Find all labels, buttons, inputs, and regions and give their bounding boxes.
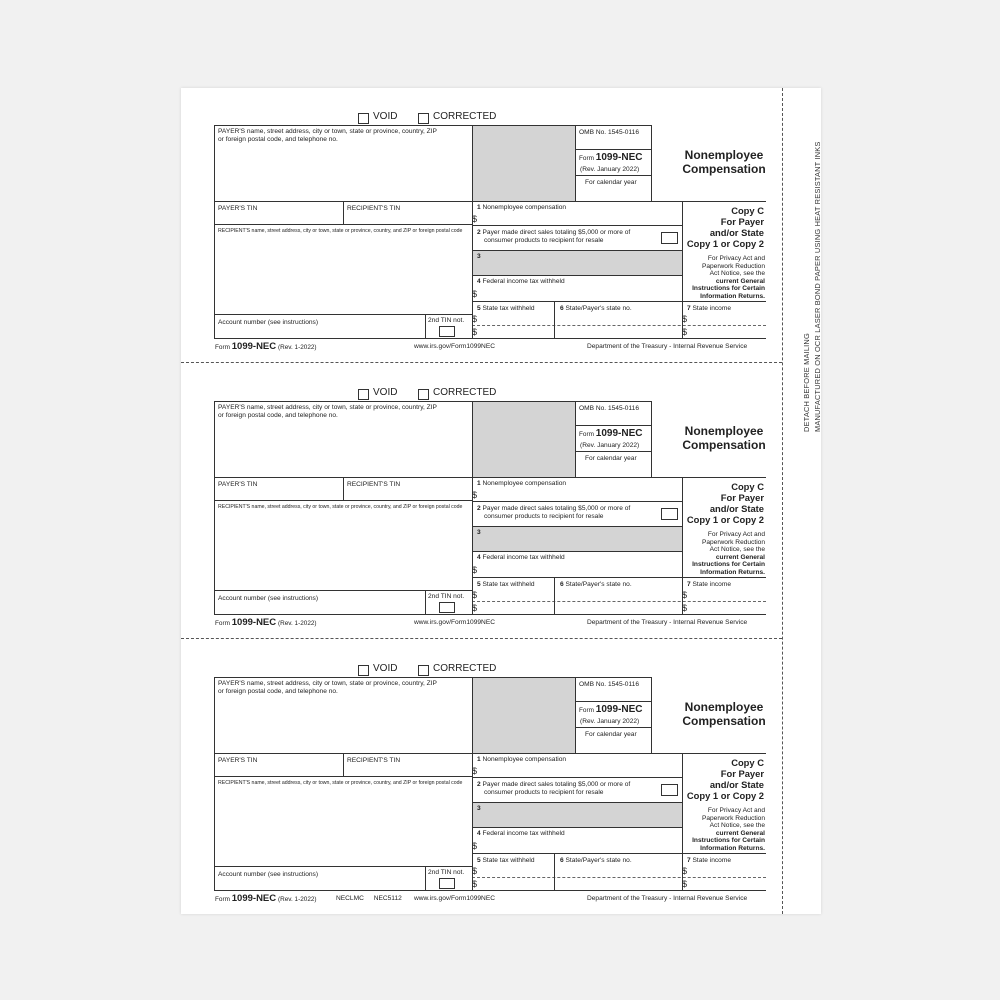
box4-dollar: $ [472, 841, 478, 851]
box3-shaded [472, 526, 682, 551]
box5-dollar-2: $ [472, 603, 478, 613]
box3-label [477, 253, 481, 261]
void-label: VOID [373, 111, 398, 122]
box5-dollar: $ [472, 866, 478, 876]
box2-label [477, 229, 630, 237]
footer-form-prefix: Form [215, 620, 230, 627]
footer-form-number: 1099-NEC [231, 893, 277, 904]
box2-label-cont: consumer products to recipient for resale [484, 513, 604, 520]
copy-line-1: Copy C [731, 481, 764, 492]
payer-info-label-cont: or foreign postal code, and telephone no. [218, 136, 338, 143]
box5-label [477, 857, 535, 865]
corrected-checkbox[interactable] [418, 113, 429, 124]
recipient-info-label: RECIPIENT'S name, street address, city or town, state or province, country, and ZIP or foreign postal code [218, 504, 463, 510]
copy-line-1: Copy C [731, 205, 764, 216]
calendar-year-label: For calendar year [585, 731, 637, 738]
corrected-label: CORRECTED [433, 111, 497, 122]
copy-line-1: Copy C [731, 757, 764, 768]
box1-dollar: $ [472, 490, 478, 500]
recipient-tin-label: RECIPIENT'S TIN [347, 481, 401, 488]
box3-shaded [472, 250, 682, 275]
footer-form-number: 1099-NEC [231, 341, 277, 352]
footer-form-id [215, 893, 317, 905]
copy-line-4: Copy 1 or Copy 2 [686, 514, 764, 525]
payer-info-label: PAYER'S name, street address, city or town, state or province, country, ZIP [218, 404, 437, 411]
box4-text: Federal income tax withheld [482, 278, 565, 285]
box7-number: 7 [687, 305, 691, 312]
box6-text: State/Payer's state no. [565, 305, 632, 312]
form-1099-nec [214, 663, 766, 911]
copy-line-4: Copy 1 or Copy 2 [686, 790, 764, 801]
copy-line-3: and/or State [709, 227, 764, 238]
privacy-line-3: Act Notice, see the [709, 270, 765, 278]
footer-url: www.irs.gov/Form1099NEC [414, 619, 495, 626]
shaded-area [472, 401, 575, 477]
footer-codes [336, 895, 402, 903]
footer-code-1: NECLMC [336, 895, 364, 902]
omb-number: OMB No. 1545-0116 [579, 405, 639, 412]
void-checkbox[interactable] [358, 665, 369, 676]
box4-dollar: $ [472, 565, 478, 575]
box7-text: State income [692, 581, 731, 588]
box6-label [560, 581, 632, 589]
privacy-notice [683, 255, 765, 301]
omb-number: OMB No. 1545-0116 [579, 681, 639, 688]
title-line-1: Nonemployee [684, 700, 764, 714]
form-id [579, 428, 642, 441]
title-line-1: Nonemployee [684, 424, 764, 438]
box5-dollar: $ [472, 314, 478, 324]
box7-dollar-2: $ [682, 603, 688, 613]
omb-number: OMB No. 1545-0116 [579, 129, 639, 136]
second-tin-label: 2nd TIN not. [428, 869, 465, 876]
footer-form-prefix: Form [215, 896, 230, 903]
box7-text: State income [692, 305, 731, 312]
title-line-2: Compensation [682, 161, 766, 176]
box7-label [687, 305, 731, 313]
box1-text: Nonemployee compensation [482, 480, 567, 487]
box2-checkbox[interactable] [661, 508, 678, 520]
void-label: VOID [373, 663, 398, 674]
box5-dollar: $ [472, 590, 478, 600]
copy-designation [684, 757, 764, 801]
revision-date: (Rev. January 2022) [580, 442, 640, 449]
footer-revision: (Rev. 1-2022) [277, 344, 317, 351]
box2-label-cont: consumer products to recipient for resale [484, 237, 604, 244]
privacy-line-2: Paperwork Reduction [701, 538, 765, 546]
box3-shaded [472, 802, 682, 827]
detach-perforation-horizontal [181, 362, 782, 363]
box1-label [477, 756, 566, 764]
account-number-label: Account number (see instructions) [218, 871, 319, 878]
box2-checkbox[interactable] [661, 784, 678, 796]
box5-dollar-2: $ [472, 879, 478, 889]
box3-label [477, 805, 481, 813]
title-line-2: Compensation [682, 437, 766, 452]
recipient-info-label: RECIPIENT'S name, street address, city or town, state or province, country, and ZIP or foreign postal code [218, 780, 463, 786]
box1-number: 1 [477, 480, 481, 487]
copy-line-3: and/or State [709, 779, 764, 790]
box2-label [477, 505, 630, 513]
corrected-checkbox[interactable] [418, 665, 429, 676]
title-line-2: Compensation [682, 713, 766, 728]
footer-form-prefix: Form [215, 344, 230, 351]
footer-revision: (Rev. 1-2022) [277, 620, 317, 627]
box5-text: State tax withheld [482, 305, 535, 312]
box4-number: 4 [477, 830, 481, 837]
footer-url: www.irs.gov/Form1099NEC [414, 895, 495, 902]
box6-text: State/Payer's state no. [565, 857, 632, 864]
recipient-info-label: RECIPIENT'S name, street address, city or town, state or province, country, and ZIP or foreign postal code [218, 228, 463, 234]
privacy-line-3: Act Notice, see the [709, 822, 765, 830]
footer-department: Department of the Treasury - Internal Revenue Service [587, 343, 748, 350]
box7-number: 7 [687, 857, 691, 864]
box1-text: Nonemployee compensation [482, 756, 567, 763]
corrected-label: CORRECTED [433, 663, 497, 674]
box2-label-cont: consumer products to recipient for resale [484, 789, 604, 796]
box2-text: Payer made direct sales totaling $5,000 or more of [482, 781, 631, 788]
footer-revision: (Rev. 1-2022) [277, 896, 317, 903]
box5-dollar-2: $ [472, 327, 478, 337]
form-prefix: Form [579, 155, 594, 162]
box1-number: 1 [477, 756, 481, 763]
box1-text: Nonemployee compensation [482, 204, 567, 211]
box4-label [477, 830, 565, 838]
account-number-label: Account number (see instructions) [218, 595, 319, 602]
privacy-line-2: Paperwork Reduction [701, 814, 765, 822]
form-id [579, 704, 642, 717]
revision-date: (Rev. January 2022) [580, 718, 640, 725]
footer-department: Department of the Treasury - Internal Revenue Service [587, 895, 748, 902]
privacy-line-1: For Privacy Act and [707, 807, 765, 814]
box6-number: 6 [560, 857, 564, 864]
privacy-line-1: For Privacy Act and [707, 255, 765, 262]
box2-number: 2 [477, 505, 481, 512]
detach-perforation-vertical [782, 88, 783, 914]
privacy-line-3: Act Notice, see the [709, 546, 765, 554]
box4-label [477, 278, 565, 286]
box2-text: Payer made direct sales totaling $5,000 or more of [482, 229, 631, 236]
side-text-manufactured: MANUFACTURED ON OCR LASER BOND PAPER USING HEAT RESISTANT INKS [813, 141, 822, 432]
box3-number: 3 [477, 805, 481, 812]
privacy-line-4: current General [715, 277, 765, 285]
box7-dollar: $ [682, 590, 688, 600]
box1-dollar: $ [472, 214, 478, 224]
detach-perforation-horizontal [181, 638, 782, 639]
box4-text: Federal income tax withheld [482, 554, 565, 561]
box2-number: 2 [477, 229, 481, 236]
box3-number: 3 [477, 529, 481, 536]
form-prefix: Form [579, 431, 594, 438]
copy-line-3: and/or State [709, 503, 764, 514]
box7-dollar: $ [682, 314, 688, 324]
box1-number: 1 [477, 204, 481, 211]
footer-form-id [215, 617, 317, 629]
void-checkbox[interactable] [358, 113, 369, 124]
box4-text: Federal income tax withheld [482, 830, 565, 837]
privacy-notice [683, 531, 765, 577]
box2-checkbox[interactable] [661, 232, 678, 244]
box1-label [477, 204, 566, 212]
account-number-label: Account number (see instructions) [218, 319, 319, 326]
box4-number: 4 [477, 278, 481, 285]
shaded-area [472, 125, 575, 201]
privacy-notice [683, 807, 765, 853]
calendar-year-label: For calendar year [585, 455, 637, 462]
box7-label [687, 857, 731, 865]
box1-dollar: $ [472, 766, 478, 776]
box6-label [560, 857, 632, 865]
footer-code-2: NEC5112 [373, 895, 402, 902]
box4-number: 4 [477, 554, 481, 561]
void-label: VOID [373, 387, 398, 398]
box1-label [477, 480, 566, 488]
box7-dollar: $ [682, 866, 688, 876]
recipient-tin-label: RECIPIENT'S TIN [347, 205, 401, 212]
copy-designation [684, 481, 764, 525]
copy-line-2: For Payer [720, 492, 764, 503]
payer-tin-label: PAYER'S TIN [218, 481, 258, 488]
privacy-line-4: current General [715, 553, 765, 561]
calendar-year-label: For calendar year [585, 179, 637, 186]
box7-number: 7 [687, 581, 691, 588]
payer-info-label-cont: or foreign postal code, and telephone no. [218, 412, 338, 419]
second-tin-label: 2nd TIN not. [428, 593, 465, 600]
box2-text: Payer made direct sales totaling $5,000 or more of [482, 505, 631, 512]
payer-info-label: PAYER'S name, street address, city or town, state or province, country, ZIP [218, 128, 437, 135]
form-title [674, 425, 774, 452]
box2-label [477, 781, 630, 789]
box5-number: 5 [477, 581, 481, 588]
second-tin-label: 2nd TIN not. [428, 317, 465, 324]
footer-form-id [215, 341, 317, 353]
corrected-checkbox[interactable] [418, 389, 429, 400]
box5-text: State tax withheld [482, 857, 535, 864]
payer-info-label: PAYER'S name, street address, city or town, state or province, country, ZIP [218, 680, 437, 687]
second-tin-checkbox[interactable] [439, 878, 455, 889]
form-prefix: Form [579, 707, 594, 714]
privacy-line-2: Paperwork Reduction [701, 262, 765, 270]
payer-tin-label: PAYER'S TIN [218, 757, 258, 764]
box7-label [687, 581, 731, 589]
box5-label [477, 305, 535, 313]
privacy-line-5: Instructions for Certain [692, 285, 765, 293]
corrected-label: CORRECTED [433, 387, 497, 398]
box6-number: 6 [560, 581, 564, 588]
box3-label [477, 529, 481, 537]
side-instructions [801, 120, 822, 440]
box4-dollar: $ [472, 289, 478, 299]
payer-tin-label: PAYER'S TIN [218, 205, 258, 212]
box4-label [477, 554, 565, 562]
privacy-line-6: Information Returns. [700, 568, 765, 576]
privacy-line-1: For Privacy Act and [707, 531, 765, 538]
privacy-line-6: Information Returns. [700, 844, 765, 852]
box7-dollar-2: $ [682, 879, 688, 889]
shaded-area [472, 677, 575, 753]
title-line-1: Nonemployee [684, 148, 764, 162]
second-tin-checkbox[interactable] [439, 326, 455, 337]
void-checkbox[interactable] [358, 389, 369, 400]
recipient-tin-label: RECIPIENT'S TIN [347, 757, 401, 764]
form-number: 1099-NEC [595, 704, 643, 715]
privacy-line-4: current General [715, 829, 765, 837]
box6-label [560, 305, 632, 313]
privacy-line-5: Instructions for Certain [692, 561, 765, 569]
privacy-line-5: Instructions for Certain [692, 837, 765, 845]
revision-date: (Rev. January 2022) [580, 166, 640, 173]
copy-line-2: For Payer [720, 768, 764, 779]
box7-dollar-2: $ [682, 327, 688, 337]
form-title [674, 701, 774, 728]
box2-number: 2 [477, 781, 481, 788]
box5-number: 5 [477, 305, 481, 312]
copy-line-2: For Payer [720, 216, 764, 227]
privacy-line-6: Information Returns. [700, 292, 765, 300]
form-id [579, 152, 642, 165]
footer-form-number: 1099-NEC [231, 617, 277, 628]
copy-designation [684, 205, 764, 249]
footer-url: www.irs.gov/Form1099NEC [414, 343, 495, 350]
form-title [674, 149, 774, 176]
box6-number: 6 [560, 305, 564, 312]
box5-text: State tax withheld [482, 581, 535, 588]
form-1099-nec [214, 387, 766, 635]
payer-info-label-cont: or foreign postal code, and telephone no. [218, 688, 338, 695]
box3-number: 3 [477, 253, 481, 260]
second-tin-checkbox[interactable] [439, 602, 455, 613]
form-number: 1099-NEC [595, 428, 643, 439]
side-text-detach: DETACH BEFORE MAILING [802, 333, 811, 432]
box7-text: State income [692, 857, 731, 864]
copy-line-4: Copy 1 or Copy 2 [686, 238, 764, 249]
form-number: 1099-NEC [595, 152, 643, 163]
box5-label [477, 581, 535, 589]
box5-number: 5 [477, 857, 481, 864]
footer-department: Department of the Treasury - Internal Revenue Service [587, 619, 748, 626]
box6-text: State/Payer's state no. [565, 581, 632, 588]
form-1099-nec [214, 111, 766, 359]
